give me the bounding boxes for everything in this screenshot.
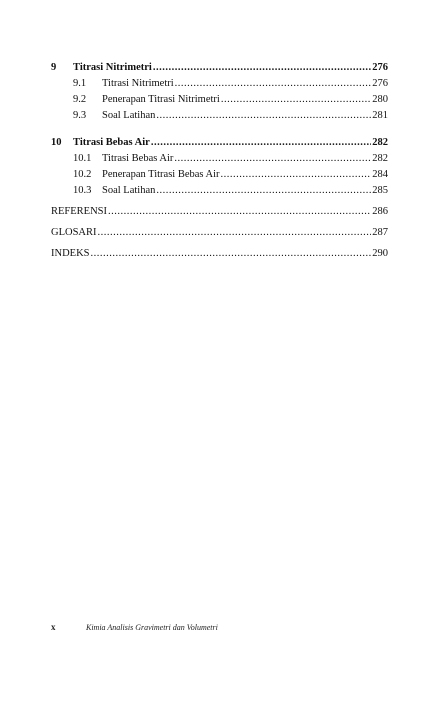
page-number: 276	[372, 78, 388, 89]
page-number: 286	[372, 206, 388, 217]
section-number: 9.1	[73, 78, 87, 89]
toc-section-10-1[interactable]	[51, 151, 388, 167]
entry-title: INDEKS	[51, 248, 90, 259]
dot-leader	[98, 225, 372, 241]
toc-entry-referensi[interactable]	[51, 204, 388, 220]
section-number: 10.1	[73, 153, 92, 164]
dot-leader	[91, 246, 372, 262]
page-number: 282	[372, 153, 388, 164]
page-number: 287	[372, 227, 388, 238]
page-number: 282	[372, 137, 388, 148]
dot-leader	[221, 167, 372, 183]
chapter-title: Titrasi Nitrimetri	[73, 62, 152, 73]
toc-section-9-1[interactable]	[51, 76, 388, 92]
page-number: 290	[372, 248, 388, 259]
section-number: 9.2	[73, 94, 87, 105]
entry-title: GLOSARI	[51, 227, 97, 238]
dot-leader	[156, 183, 371, 199]
section-number: 10.2	[73, 169, 92, 180]
toc-chapter-9[interactable]	[51, 60, 388, 76]
page-number: 281	[372, 110, 388, 121]
dot-leader	[221, 92, 371, 108]
section-number: 10.3	[73, 185, 92, 196]
chapter-number: 10	[51, 137, 62, 148]
footer-book-title: Kimia Analisis Gravimetri dan Volumetri	[86, 623, 218, 632]
dot-leader	[175, 76, 372, 92]
dot-leader	[108, 204, 371, 220]
toc-entry-glosari[interactable]	[51, 225, 388, 241]
chapter-title: Titrasi Bebas Air	[73, 137, 150, 148]
page-number: 276	[372, 62, 388, 73]
section-title: Titrasi Bebas Air	[102, 153, 174, 164]
section-title: Titrasi Nitrimetri	[102, 78, 174, 89]
section-title: Penerapan Titrasi Nitrimetri	[102, 94, 220, 105]
toc-section-9-3[interactable]	[51, 108, 388, 124]
entry-title: REFERENSI	[51, 206, 108, 217]
section-title: Soal Latihan	[102, 185, 156, 196]
dot-leader	[153, 60, 371, 76]
toc-section-10-3[interactable]	[51, 183, 388, 199]
dot-leader	[174, 151, 371, 167]
dot-leader	[151, 135, 371, 151]
toc-entry-indeks[interactable]	[51, 246, 388, 262]
page-footer	[51, 622, 218, 632]
section-number: 9.3	[73, 110, 87, 121]
page-number: 284	[372, 169, 388, 180]
dot-leader	[156, 108, 371, 124]
chapter-number: 9	[51, 62, 57, 73]
page-number: 285	[372, 185, 388, 196]
toc-section-9-2[interactable]	[51, 92, 388, 108]
table-of-contents	[51, 60, 388, 262]
page-number: 280	[372, 94, 388, 105]
section-title: Soal Latihan	[102, 110, 156, 121]
toc-chapter-10[interactable]	[51, 135, 388, 151]
toc-section-10-2[interactable]	[51, 167, 388, 183]
footer-page-number: x	[51, 622, 56, 632]
section-title: Penerapan Titrasi Bebas Air	[102, 169, 220, 180]
